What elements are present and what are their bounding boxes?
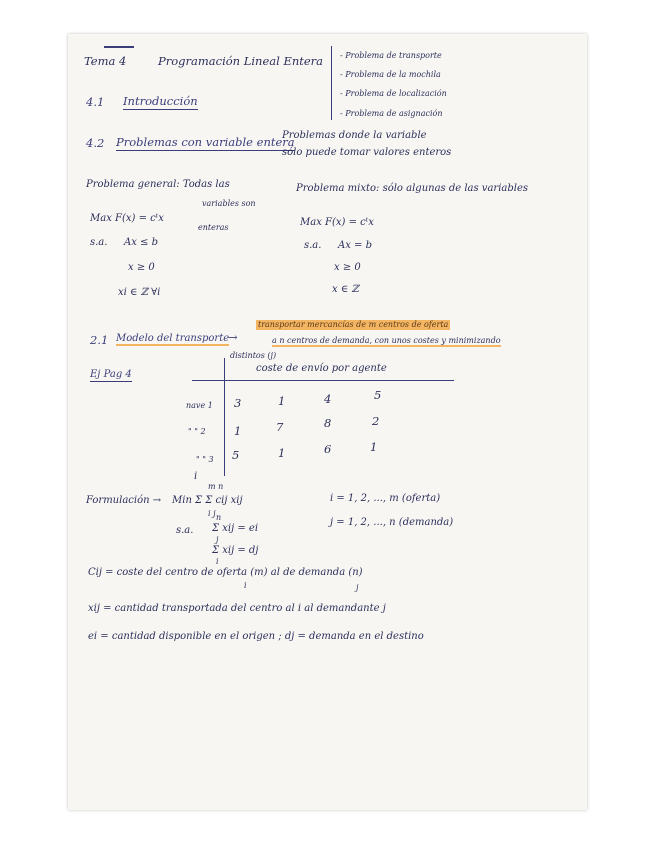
- example-label: Ej Pag 4: [90, 369, 132, 380]
- table-horizontal-line: [192, 380, 454, 381]
- index-range-i: i = 1, 2, ..., m (oferta): [330, 493, 441, 504]
- section-title-introduccion: Introducción: [123, 94, 198, 108]
- mixto-sa: s.a.: [304, 240, 322, 251]
- mixto-constraint: x ≥ 0: [334, 262, 361, 273]
- definition-xij: xij = cantidad transportada del centro al i al demandante j: [88, 603, 386, 614]
- section-number: 4.1: [86, 95, 105, 109]
- top-dash: [104, 46, 134, 48]
- table-cell: 5: [374, 388, 382, 402]
- mixto-constraint: x ∈ ℤ: [332, 284, 359, 295]
- formulacion-sa: s.a.: [176, 525, 194, 536]
- sum-top-index: m n: [208, 482, 224, 491]
- general-constraint: Ax ≤ b: [124, 237, 158, 248]
- table-row-label: nave 1: [186, 401, 213, 410]
- table-header: coste de envío por agente: [256, 363, 387, 374]
- table-cell: 7: [276, 420, 284, 434]
- table-vertical-line: [224, 358, 225, 476]
- header-list-item: - Problema de la mochila: [340, 70, 441, 79]
- modelo-number: 2.1: [90, 333, 109, 347]
- table-cell: 1: [278, 446, 286, 460]
- table-cell: 8: [324, 416, 332, 430]
- table-cell: 1: [370, 440, 378, 454]
- formulacion-objective: Min Σ Σ cij xij: [172, 495, 243, 506]
- definition-index: j: [356, 583, 359, 592]
- table-cell: 6: [324, 442, 332, 456]
- section-number: 4.2: [86, 136, 105, 150]
- header-list-item: - Problema de asignación: [340, 109, 443, 118]
- mixto-objective: Max F(x) = cᵗx: [300, 217, 374, 228]
- formulacion-label: Formulación →: [86, 495, 162, 506]
- table-cell: 2: [372, 414, 380, 428]
- sum-bottom-index: i: [216, 557, 219, 566]
- mixto-label: Problema mixto: sólo algunas de las variables: [296, 183, 529, 194]
- definition-ei-dj: ei = cantidad disponible en el origen ; dj = demanda en el destino: [88, 631, 424, 642]
- section-title-problemas: Problemas con variable entera: [116, 135, 295, 149]
- general-sub: variables son: [202, 199, 256, 208]
- table-cell: 4: [324, 392, 332, 406]
- table-cell: 1: [234, 424, 242, 438]
- sum-bottom-index: i j: [208, 509, 216, 518]
- modelo-description: a n centros de demanda, con unos costes y minimizando: [272, 336, 501, 345]
- general-label: Problema general: Todas las: [86, 179, 230, 190]
- table-cell: 1: [278, 394, 286, 408]
- general-constraint: x ≥ 0: [128, 262, 155, 273]
- sum-top-index: n: [216, 513, 222, 522]
- section-note: Problemas donde la variable: [282, 130, 427, 141]
- header-list-item: - Problema de localización: [340, 89, 447, 98]
- index-range-j: j = 1, 2, ..., n (demanda): [330, 517, 454, 528]
- definition-cij: Cij = coste del centro de oferta (m) al de demanda (n): [88, 567, 363, 578]
- table-row-label: " " 2: [188, 427, 206, 436]
- general-objective: Max F(x) = cᵗx: [90, 213, 164, 224]
- table-top-note: distintos (j): [230, 351, 277, 360]
- tema-label: Tema 4: [84, 54, 127, 68]
- sum-bottom-index: j: [216, 535, 219, 544]
- table-row-label: " " 3: [196, 455, 214, 464]
- modelo-title: Modelo del transporte: [116, 333, 230, 344]
- formulacion-constraint: Σ xij = dj: [212, 545, 259, 556]
- tema-title: Programación Lineal Entera: [158, 54, 324, 68]
- header-list-item: - Problema de transporte: [340, 51, 442, 60]
- modelo-arrow: →: [228, 330, 238, 344]
- general-sub: enteras: [198, 223, 229, 232]
- general-sa: s.a.: [90, 237, 108, 248]
- table-i-label: i: [194, 471, 198, 482]
- modelo-description: transportar mercancías de m centros de oferta: [258, 320, 449, 329]
- formulacion-constraint: Σ xij = ei: [212, 523, 259, 534]
- general-constraint: xi ∈ ℤ ∀i: [118, 287, 161, 298]
- definition-index: i: [244, 581, 247, 590]
- mixto-constraint: Ax = b: [338, 240, 372, 251]
- section-note: sólo puede tomar valores enteros: [282, 147, 452, 158]
- bracket-line: [331, 46, 332, 120]
- table-cell: 3: [234, 396, 242, 410]
- table-cell: 5: [232, 448, 240, 462]
